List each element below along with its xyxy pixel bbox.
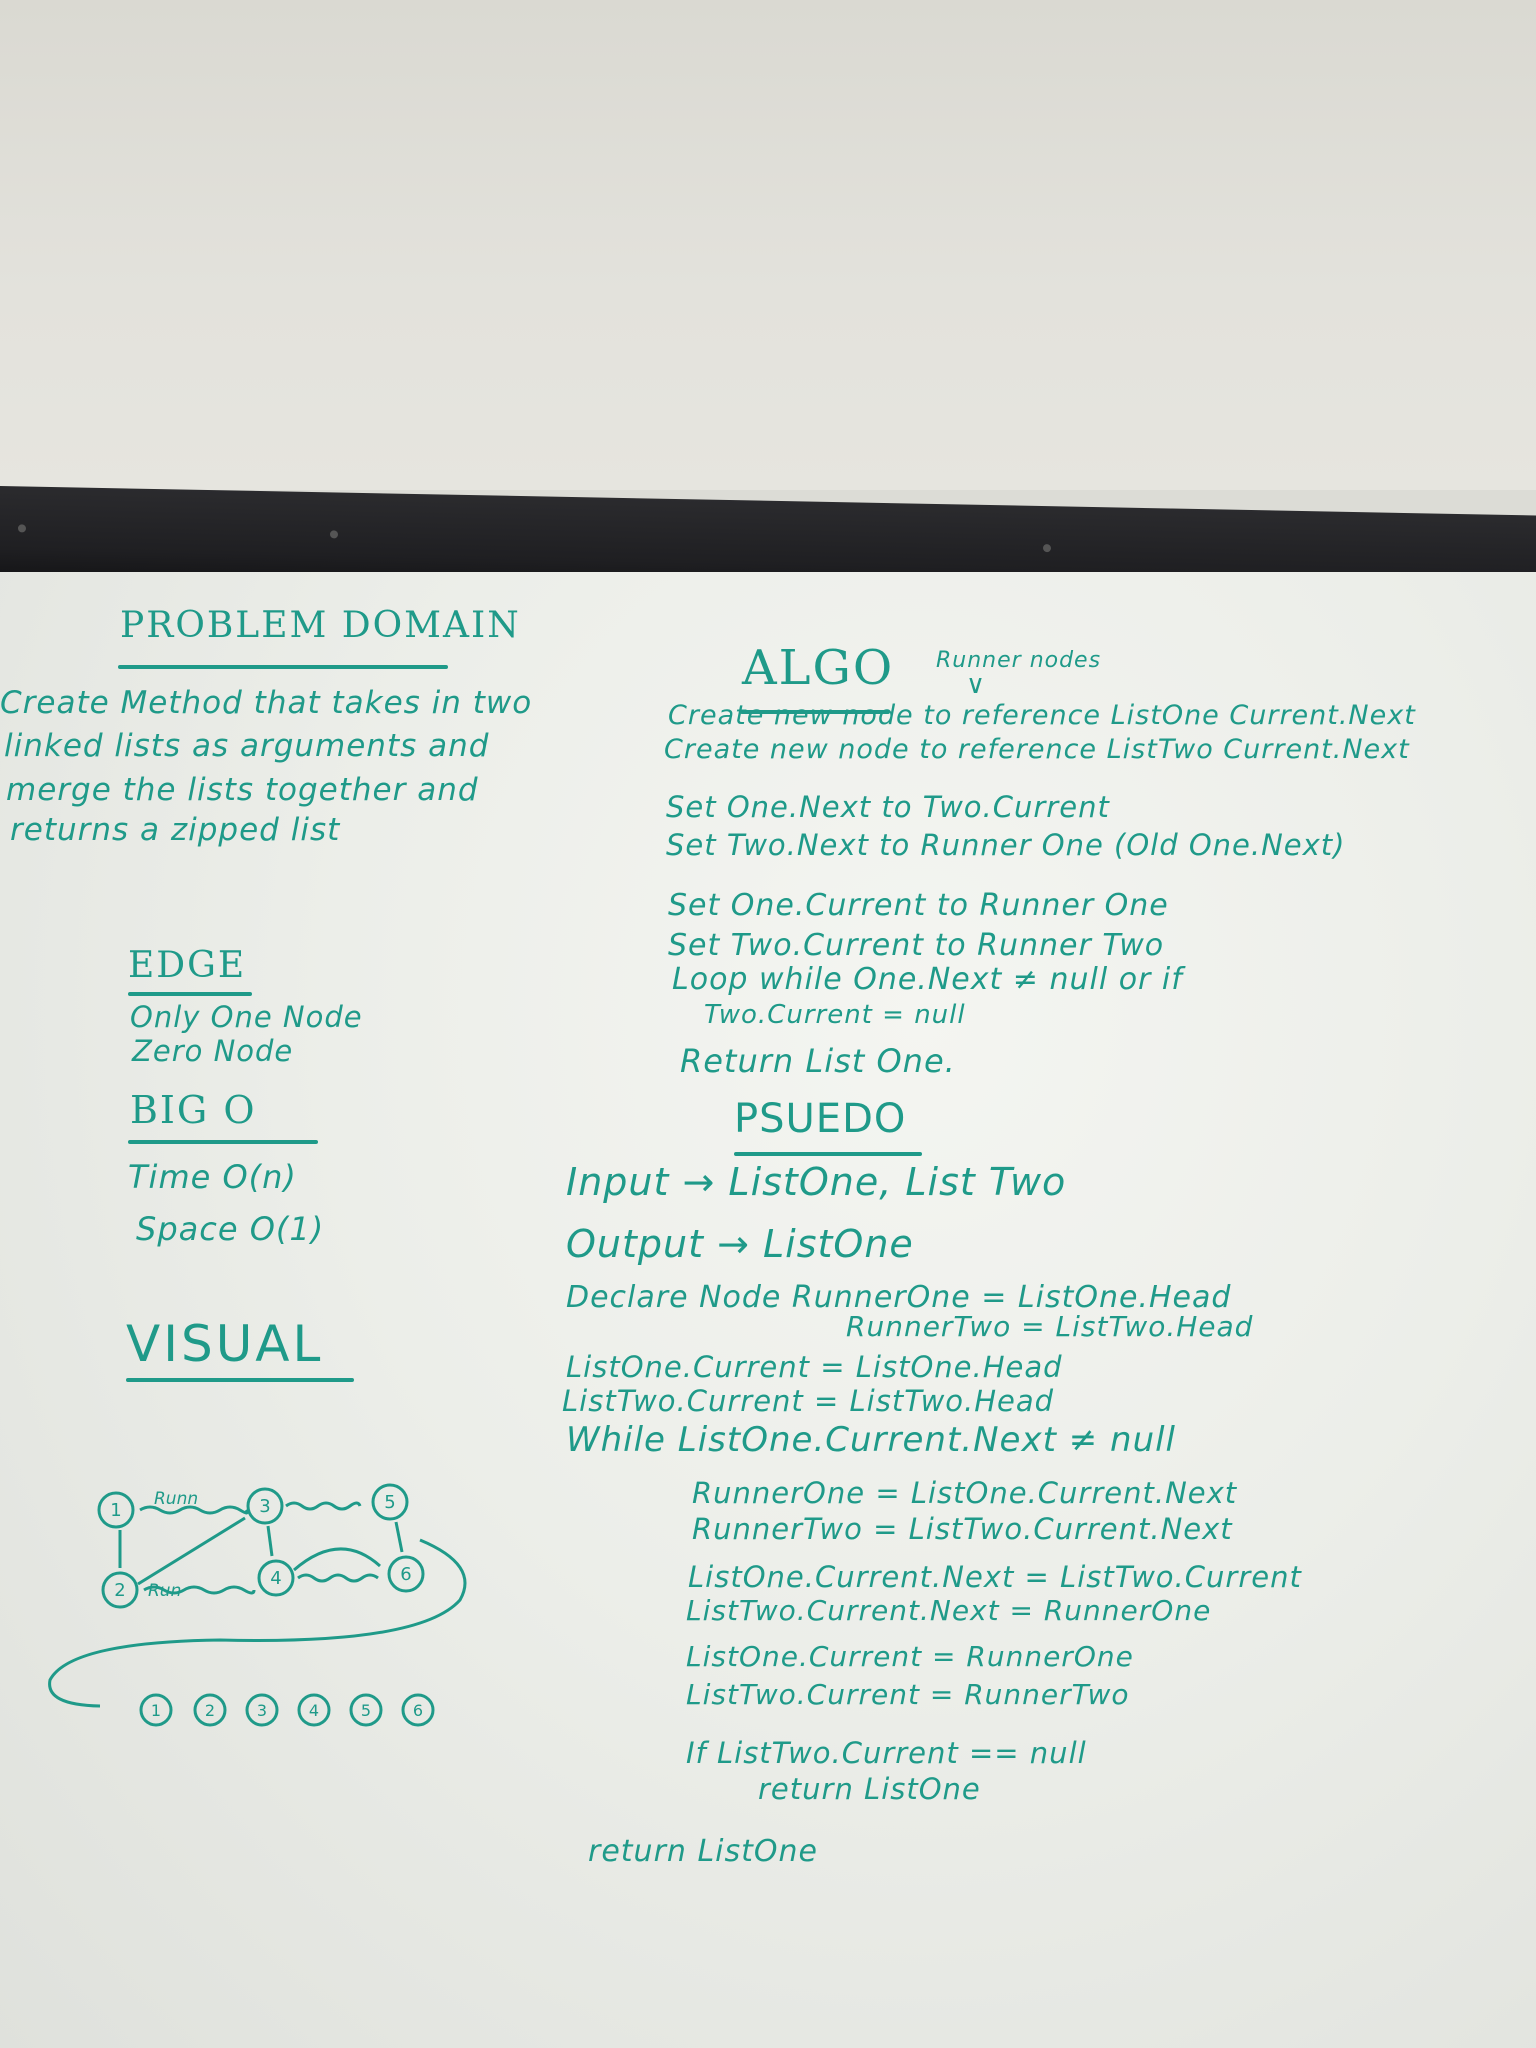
node-label: 3 bbox=[259, 1496, 271, 1517]
runner-squiggle bbox=[286, 1503, 360, 1509]
problem-domain-line: returns a zipped list bbox=[10, 812, 341, 848]
merged-node-label: 1 bbox=[150, 1701, 162, 1720]
problem-domain-underline bbox=[118, 665, 448, 669]
screw bbox=[330, 530, 338, 538]
node-label: 4 bbox=[270, 1568, 282, 1589]
pseudo-line: ListTwo.Current = RunnerTwo bbox=[686, 1678, 1130, 1711]
edge-line: Only One Node bbox=[130, 1000, 363, 1034]
merged-node-label: 2 bbox=[204, 1701, 216, 1720]
algo-line: Set Two.Next to Runner One (Old One.Next) bbox=[666, 828, 1346, 862]
algo-line: Create new node to reference ListTwo Current.Next bbox=[664, 734, 1410, 765]
pseudo-line: RunnerTwo = ListTwo.Current.Next bbox=[692, 1512, 1233, 1546]
pseudo-line: Output → ListOne bbox=[566, 1222, 914, 1266]
runner-label: Run bbox=[148, 1581, 182, 1601]
pseudo-line: ListOne.Current.Next = ListTwo.Current bbox=[688, 1560, 1302, 1594]
node-label: 2 bbox=[114, 1580, 126, 1601]
problem-domain-title: PROBLEM DOMAIN bbox=[120, 605, 521, 646]
pseudo-line: If ListTwo.Current == null bbox=[686, 1736, 1087, 1770]
problem-domain-line: merge the lists together and bbox=[6, 772, 479, 808]
merged-node-label: 4 bbox=[308, 1701, 320, 1720]
pseudo-line: return ListOne bbox=[588, 1834, 818, 1869]
pseudo-title: PSUEDO bbox=[734, 1096, 907, 1142]
problem-domain-line: linked lists as arguments and bbox=[4, 728, 490, 764]
algo-line: Set One.Next to Two.Current bbox=[666, 790, 1110, 824]
pseudo-line: RunnerOne = ListOne.Current.Next bbox=[692, 1476, 1238, 1510]
arrow-diagonal bbox=[138, 1518, 245, 1584]
problem-domain-line: Create Method that takes in two bbox=[0, 685, 533, 721]
pseudo-line: ListTwo.Current = ListTwo.Head bbox=[562, 1384, 1055, 1418]
runner-squiggle bbox=[298, 1575, 378, 1581]
algo-line: Set Two.Current to Runner Two bbox=[668, 928, 1165, 963]
visual-title: VISUAL bbox=[126, 1315, 324, 1373]
arrow-down bbox=[268, 1526, 272, 1556]
pseudo-line: ListTwo.Current.Next = RunnerOne bbox=[686, 1594, 1212, 1627]
node-label: 1 bbox=[110, 1500, 122, 1521]
pseudo-line: RunnerTwo = ListTwo.Head bbox=[846, 1310, 1254, 1343]
linked-list-diagram bbox=[40, 1470, 500, 1760]
pseudo-line: Declare Node RunnerOne = ListOne.Head bbox=[566, 1280, 1232, 1315]
algo-line: Create new node to reference ListOne Current.Next bbox=[668, 700, 1416, 731]
algo-title: ALGO bbox=[742, 640, 895, 696]
algo-line: Set One.Current to Runner One bbox=[668, 888, 1169, 923]
merged-node-label: 6 bbox=[412, 1701, 424, 1720]
edge-underline bbox=[128, 992, 252, 996]
pseudo-line: ListOne.Current = RunnerOne bbox=[686, 1640, 1134, 1673]
pseudo-line: Input → ListOne, List Two bbox=[566, 1160, 1067, 1204]
algo-line: Loop while One.Next ≠ null or if bbox=[672, 962, 1183, 997]
node-label: 5 bbox=[384, 1492, 396, 1513]
pseudo-underline bbox=[734, 1152, 922, 1156]
wall bbox=[0, 0, 1536, 490]
edge-line: Zero Node bbox=[132, 1034, 294, 1068]
big-o-title: BIG O bbox=[130, 1088, 257, 1132]
runner-label: Runn bbox=[154, 1489, 199, 1509]
pseudo-line: While ListOne.Current.Next ≠ null bbox=[566, 1420, 1177, 1460]
merged-node-label: 5 bbox=[360, 1701, 372, 1720]
big-o-time: Time O(n) bbox=[128, 1158, 297, 1196]
algo-note-arrow: ∨ bbox=[966, 670, 987, 700]
algo-line: Two.Current = null bbox=[704, 1000, 966, 1030]
big-o-underline bbox=[128, 1140, 318, 1144]
arrow-down bbox=[396, 1522, 402, 1552]
pseudo-line: ListOne.Current = ListOne.Head bbox=[566, 1350, 1063, 1384]
arrow-diagonal bbox=[294, 1549, 380, 1570]
algo-line: Return List One. bbox=[680, 1042, 956, 1080]
big-o-space: Space O(1) bbox=[136, 1210, 325, 1248]
node-label: 6 bbox=[400, 1564, 412, 1585]
algo-note: Runner nodes bbox=[936, 648, 1102, 673]
visual-underline bbox=[126, 1378, 354, 1382]
screw bbox=[18, 524, 26, 532]
pseudo-line: return ListOne bbox=[758, 1772, 981, 1806]
screw bbox=[1043, 544, 1051, 552]
edge-title: EDGE bbox=[128, 945, 247, 986]
merged-node-label: 3 bbox=[256, 1701, 268, 1720]
